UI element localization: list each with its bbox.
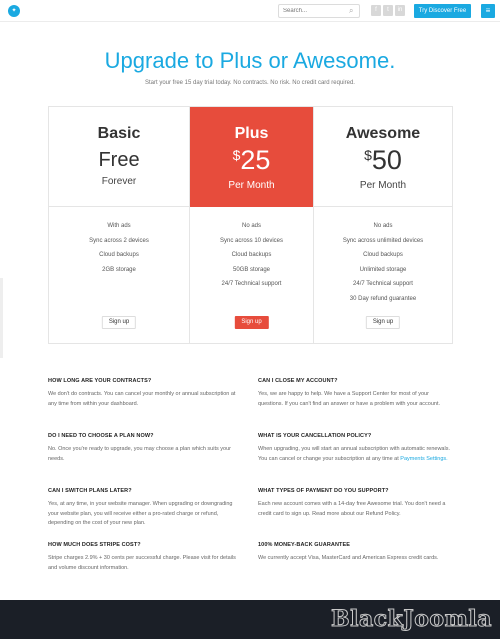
plan-header [49, 107, 189, 207]
search-icon[interactable]: ⌕ [349, 6, 354, 15]
plan-name: Awesome [345, 125, 421, 142]
price-amount: 25 [240, 145, 271, 175]
plan-features [314, 219, 452, 306]
linkedin-icon[interactable]: in [395, 5, 405, 16]
footer [0, 600, 500, 639]
basic-signup-button[interactable]: Sign up [102, 316, 136, 329]
plan-price [314, 145, 452, 176]
plan-period: Forever [101, 176, 137, 187]
logo-icon[interactable]: ✦ [8, 5, 20, 17]
faq-answer [258, 445, 453, 464]
faq-answer: Yes, we are happy to help. We have a Support Center for most of your questions. If you can't find an answer or have a problem with your account. [258, 391, 441, 407]
faq-question: 100% MONEY-BACK GUARANTEE [258, 542, 351, 548]
feature-item: 2GB storage [102, 266, 136, 273]
faq-answer: Yes, at any time, in your website manager. When upgrading or downgrading your website plan, you will receive either a pro-rated charge or refund, depending on the cost of your new plan. [48, 501, 233, 526]
faq-answer: We don't do contracts. You can cancel your monthly or annual subscription at any time from within your dashboard. [48, 391, 236, 407]
feature-item: Cloud backups [99, 252, 139, 258]
feature-item: 24/7 Technical support [353, 281, 413, 287]
plan-header [314, 107, 452, 207]
feature-item: Cloud backups [231, 252, 272, 258]
plan-basic [49, 107, 189, 343]
plan-plus [189, 107, 313, 343]
faq-question: CAN I SWITCH PLANS LATER? [48, 488, 132, 494]
faq-question: DO I NEED TO CHOOSE A PLAN NOW? [48, 433, 154, 439]
menu-icon[interactable]: ≡ [481, 4, 495, 18]
pricing-table [48, 106, 453, 344]
feature-item: No ads [241, 223, 261, 229]
feature-item: Unlimited storage [359, 266, 407, 273]
feature-item: 50GB storage [232, 266, 271, 273]
faq-item [48, 542, 243, 573]
awesome-signup-button[interactable]: Sign up [366, 316, 400, 329]
faq-answer: We currently accept Visa, MasterCard and American Express credit cards. [258, 555, 439, 561]
faq-item [258, 542, 453, 564]
faq-answer: Stripe charges 2.9% + 30 cents per successful charge. Please visit for details and volume discount information. [48, 555, 236, 571]
feature-item: Sync across 10 devices [219, 237, 284, 244]
faq-question: HOW LONG ARE YOUR CONTRACTS? [48, 378, 152, 384]
feature-item: No ads [373, 223, 393, 229]
facebook-icon[interactable]: f [371, 5, 381, 16]
currency-symbol: $ [232, 147, 241, 163]
side-tab[interactable] [0, 278, 3, 358]
plan-features [49, 219, 189, 277]
currency-symbol: $ [364, 147, 372, 163]
faq-question: WHAT TYPES OF PAYMENT DO YOU SUPPORT? [258, 488, 389, 494]
faq-item [258, 433, 453, 464]
plan-header [190, 107, 313, 207]
page-title: Upgrade to Plus or Awesome. [104, 48, 396, 73]
faq-item [258, 488, 453, 519]
feature-item: Sync across 2 devices [89, 237, 149, 244]
faq-question: HOW MUCH DOES STRIPE COST? [48, 542, 141, 548]
payments-settings-link[interactable]: Payments Settings. [400, 455, 448, 462]
faq-answer: Each new account comes with a 14-day free Awesome trial. You don't need a credit card to sign up. Read more about our Refund Policy. [258, 501, 446, 517]
faq-answer-text: When upgrading, you will start an annual subscription with automatic renewals. You can cancel or change your subscription at any time at [258, 446, 450, 462]
feature-item: Sync across unlimited devices [342, 237, 424, 244]
search-input[interactable] [278, 4, 360, 18]
faq-item [258, 378, 453, 409]
feature-item: Cloud backups [363, 252, 403, 258]
plan-period: Per Month [228, 180, 275, 191]
plan-awesome [313, 107, 452, 343]
feature-item: With ads [107, 223, 131, 229]
plan-features [190, 219, 313, 292]
faq-item [48, 488, 243, 529]
twitter-icon[interactable]: t [383, 5, 393, 16]
faq-item [48, 433, 243, 464]
try-discover-free-button[interactable]: Try Discover Free [414, 4, 471, 18]
page-subtitle: Start your free 15 day trial today. No contracts. No risk. No credit card required. [145, 80, 355, 86]
top-bar [0, 0, 500, 22]
price-amount: 50 [371, 145, 402, 175]
watermark-logo: BlackJoomla [331, 606, 492, 632]
plan-period: Per Month [359, 180, 407, 191]
plus-signup-button[interactable]: Sign up [234, 316, 268, 329]
plan-name: Plus [234, 125, 269, 142]
plan-price [190, 145, 313, 176]
feature-item: 30 Day refund guarantee [349, 295, 417, 302]
feature-item: 24/7 Technical support [221, 281, 282, 287]
faq-item [48, 378, 243, 409]
faq-answer: No. Once you're ready to upgrade, you may choose a plan which suits your needs. [48, 446, 231, 462]
faq-question: WHAT IS YOUR CANCELLATION POLICY? [258, 433, 372, 439]
faq-question: CAN I CLOSE MY ACCOUNT? [258, 378, 338, 384]
plan-price: Free [98, 149, 140, 171]
plan-name: Basic [97, 125, 141, 142]
